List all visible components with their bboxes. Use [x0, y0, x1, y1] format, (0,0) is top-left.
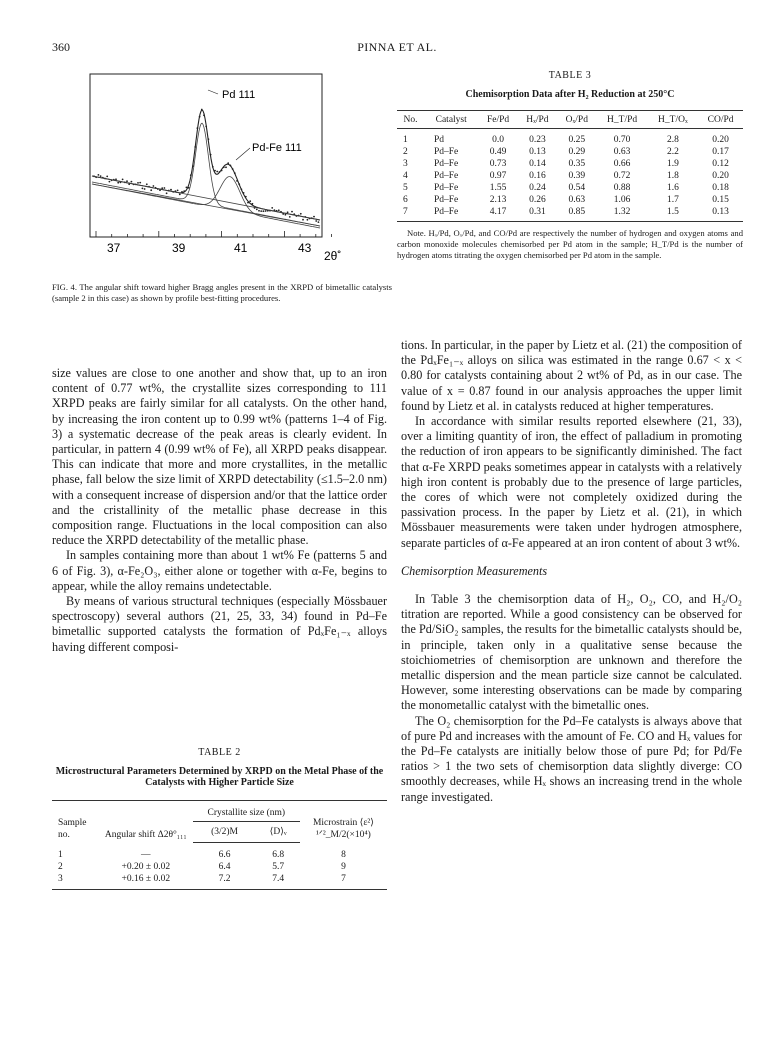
table-cell: 0.13 [529, 147, 546, 157]
data-point [307, 219, 309, 221]
table-cell: +0.16 ± 0.02 [99, 873, 193, 890]
data-point [302, 219, 304, 221]
table-cell: 0.25 [568, 135, 586, 145]
table-cell: 0.72 [613, 171, 631, 181]
table-cell: 1.06 [613, 195, 631, 205]
data-point [179, 194, 181, 196]
table-cell: Pd [433, 135, 445, 145]
data-point [278, 209, 280, 211]
table-cell: 5.7 [272, 862, 285, 872]
table-cell: 0.85 [557, 206, 596, 222]
col-header-sample: Sample no. [52, 801, 99, 843]
table-cell: 8 [341, 849, 346, 860]
left-column [52, 366, 387, 655]
peak-label-pd: Pd 111 [222, 89, 256, 101]
table-row [397, 194, 743, 206]
col-header-shift: Angular shift Δ2θ°₁₁₁ [99, 801, 193, 843]
table-cell: 1.7 [666, 195, 679, 205]
table-3-header-row [397, 111, 743, 129]
page-header [52, 40, 742, 56]
data-point [137, 182, 139, 184]
table-cell: 0.12 [712, 159, 729, 169]
table-2-grid [52, 800, 387, 890]
table-cell: +0.20 ± 0.02 [121, 862, 171, 872]
table-cell: 1.6 [666, 183, 679, 193]
data-point [287, 211, 289, 213]
col-header: Oₓ/Pd [557, 111, 596, 129]
data-point [177, 190, 179, 192]
peak-label-pdfe: Pd-Fe 111 [252, 142, 302, 154]
table-cell: 0.16 [529, 171, 546, 181]
col-header-dv: ⟨D⟩ᵥ [256, 822, 299, 843]
table-cell: 0.26 [529, 195, 546, 205]
background-line-1 [92, 176, 320, 220]
table-cell: 1.9 [666, 159, 679, 169]
pd-111-component [92, 123, 320, 226]
table-cell: 0.73 [489, 159, 507, 169]
data-point [100, 175, 102, 177]
table-row [397, 206, 743, 222]
data-point [144, 188, 146, 190]
table-cell: 0.97 [489, 171, 507, 181]
col-header: Hₓ/Pd [518, 111, 557, 129]
table-row [397, 170, 743, 182]
data-point [106, 176, 108, 178]
col-header-crystallite: Crystallite size (nm) [193, 801, 300, 822]
table-cell: Pd–Fe [424, 206, 478, 222]
data-point [117, 182, 119, 184]
table-cell: Pd–Fe [433, 195, 459, 205]
table-cell: 0.88 [613, 183, 631, 193]
table-cell: 7 [300, 873, 387, 890]
table-cell: 0.0 [492, 135, 504, 145]
table-3-title: TABLE 3 [548, 70, 592, 81]
table-cell: 0.66 [613, 159, 631, 169]
table-cell: 0.29 [568, 147, 586, 157]
section-heading: Chemisorption Measurements [401, 563, 548, 578]
x-axis-ticks [96, 231, 332, 237]
paragraph: In Table 3 the chemisorption data of H₂, O₂, CO, and H₂/O₂ titration are reported. While a good consistency can be observed for the Pd/SiO₂ samples, the results for the bimetallic catalysts should be, in principle, taken only in a qualitative sense because the stoichiometries of chemisorption are unknown and therefore the metallic dispersion and the mean particle size cannot be calculated. However, some interesting observations can be made by comparing the monometallic catalyst with the bimetallic ones. [401, 592, 742, 713]
paragraph: size values are close to one another and show that, up to an iron content of 0.77 wt%, the crystallite sizes corresponding to 111 XRPD peaks are fairly similar for all catalysts. On the other hand, by increasing the iron content up to 0.99 wt% (patterns 1–4 of Fig. 3) a systematic decrease of the peak areas is clearly evident. In particular, in pattern 4 (0.99 wt% of Fe), all XRPD peaks disappear. This can indicate that more and more crystallites, in the metallic phase, fall below the size limit of XRPD detectability (≤1.5–2.0 nm) with a consequent increase of dispersion and/or that the lattice order and the cristallinity of the metallic phase decrease in this composition range. Fluctuations in the local composition can also reduce the XRPD detectability of the metallic phase. [52, 366, 387, 548]
table-cell: 6.4 [218, 862, 231, 872]
table-cell: 0.20 [712, 135, 729, 145]
data-point [142, 188, 144, 190]
data-point [271, 207, 273, 209]
table-cell: 4 [403, 171, 408, 181]
table-row [397, 129, 743, 147]
table-cell: 0.54 [568, 183, 586, 193]
table-cell: 5 [403, 183, 408, 193]
table-cell: 9 [341, 862, 346, 872]
table-cell: 0.18 [712, 183, 729, 193]
data-point [265, 210, 267, 212]
table-3-grid [397, 110, 743, 222]
data-point [260, 210, 262, 212]
data-point [300, 213, 302, 215]
table-cell: Pd–Fe [433, 147, 459, 157]
data-point [150, 189, 152, 191]
table-row [397, 182, 743, 194]
x-tick-37: 37 [107, 241, 121, 255]
x-axis-label: 2θ˚ [324, 249, 342, 263]
x-tick-41: 41 [234, 241, 248, 255]
data-point [146, 183, 148, 185]
table-cell: 2.2 [666, 147, 679, 157]
pdfe-111-component [92, 177, 320, 228]
data-point [315, 220, 317, 222]
data-point [122, 179, 124, 181]
table-cell: 1 [58, 849, 63, 860]
table-cell: 2 [403, 147, 408, 157]
table-cell: 0.20 [712, 171, 729, 181]
table-2-title: TABLE 2 [198, 747, 241, 758]
table-cell: 0.24 [529, 183, 546, 193]
data-point [249, 200, 251, 202]
running-title: PINNA ET AL. [357, 40, 437, 54]
table-cell: 7 [397, 206, 424, 222]
data-point [153, 185, 155, 187]
table-row [397, 146, 743, 158]
page-number: 360 [52, 40, 70, 54]
data-point [313, 216, 315, 218]
table-row [397, 158, 743, 170]
data-point [256, 209, 258, 211]
table-cell: 0.39 [568, 171, 586, 181]
table-cell: 1 [403, 135, 408, 145]
figure-caption: FIG. 4. The angular shift toward higher Bragg angles present in the XRPD of bimetallic catalysts (sample 2 in this case) as shown by profile best-fitting procedures. [52, 282, 392, 303]
col-header: CO/Pd [698, 111, 743, 129]
table-cell: 0.63 [613, 147, 631, 157]
data-point [285, 214, 287, 216]
col-header: H_T/Oₓ [648, 111, 698, 129]
data-point [216, 171, 218, 173]
x-tick-43: 43 [298, 241, 312, 255]
table-row [52, 843, 387, 862]
right-column [401, 338, 742, 805]
table-cell: Pd–Fe [433, 159, 459, 169]
table-3 [397, 70, 743, 261]
table-cell: 6.8 [272, 850, 285, 860]
col-header: H_T/Pd [597, 111, 648, 129]
data-point [164, 187, 166, 189]
table-cell: 1.8 [666, 171, 679, 181]
table-2 [52, 747, 387, 890]
table-cell: 6.6 [218, 850, 231, 860]
background-line-2 [92, 184, 320, 226]
table-cell: 0.35 [568, 159, 586, 169]
table-row [52, 873, 387, 890]
table-3-note: Note. Hₓ/Pd, Oₓ/Pd, and CO/Pd are respectively the number of hydrogen and oxygen atoms and carbon monoxide molecules chemisorbed per Pd atom in the sample; H_T/Pd is the number of hydrogen atoms titrating the oxygen chemisorbed per Pd atom in the sample. [397, 228, 743, 260]
data-point [166, 192, 168, 194]
table-cell: 0.70 [613, 135, 631, 145]
data-point [170, 189, 172, 191]
paragraph: The O₂ chemisorption for the Pd–Fe catalysts is always above that of pure Pd and increases with the amount of Fe. CO and Hₓ values for the Pd–Fe catalysts are initially below those of pure Pd; for Pd/Fe ratios > 1 the two sets of chemisorption data slightly diverge: CO smoothly decreases, while Hₓ shows an increasing trend in the whole range investigated. [401, 713, 742, 804]
data-point [161, 187, 163, 189]
table-cell: 0.49 [489, 147, 507, 157]
table-row [52, 861, 387, 873]
data-point [318, 221, 320, 223]
data-point [263, 210, 265, 212]
table-cell: 0.13 [698, 206, 743, 222]
col-header: Catalyst [424, 111, 478, 129]
table-3-caption: Chemisorption Data after H₂ Reduction at 250°C [465, 89, 675, 100]
col-header: No. [397, 111, 424, 129]
table-cell: 6 [403, 195, 408, 205]
col-header-microstrain: Microstrain ⟨ε²⟩¹ᐟ²_M/2(×10⁴) [300, 801, 387, 843]
data-point [258, 210, 260, 212]
table-cell: Pd–Fe [433, 171, 459, 181]
x-tick-39: 39 [172, 241, 186, 255]
table-cell: 1.32 [597, 206, 648, 222]
data-point [126, 180, 128, 182]
table-cell: 2 [58, 862, 63, 872]
paragraph: In samples containing more than about 1 wt% Fe (patterns 5 and 6 of Fig. 3), α-Fe₂O₃, either alone or together with α-Fe, begins to appear, while the alloy remains undetectable. [52, 548, 387, 593]
data-point [289, 216, 291, 218]
paragraph: tions. In particular, in the paper by Lietz et al. (21) the composition of the PdₓFe₁₋ₓ alloys on silica was estimated in the range 0.67 < x < 0.80 for catalysts containing about 2 wt% of Pd, as in our case. The value of x = 0.87 found in our analysis approaches the upper limit found by Lietz et al. in catalysts reduced at higher temperatures. [401, 338, 742, 413]
table-cell: 7.4 [256, 873, 299, 890]
table-cell: 3 [403, 159, 408, 169]
table-cell: 0.14 [529, 159, 546, 169]
table-cell: 0.23 [529, 135, 546, 145]
table-cell: 2.8 [666, 135, 679, 145]
table-cell: 2.13 [489, 195, 507, 205]
table-cell: 1.5 [648, 206, 698, 222]
fit-envelope [92, 110, 320, 220]
table-2-caption: Microstructural Parameters Determined by XRPD on the Metal Phase of the Catalysts with Higher Particle Size [55, 766, 384, 788]
table-cell: 0.63 [568, 195, 586, 205]
table-cell: 0.17 [712, 147, 729, 157]
data-point [139, 182, 141, 184]
table-cell: 0.15 [712, 195, 729, 205]
table-cell: 0.31 [518, 206, 557, 222]
table-cell: — [141, 849, 151, 860]
table-cell: 4.17 [478, 206, 517, 222]
table-cell: Pd–Fe [433, 183, 459, 193]
col-header: Fe/Pd [478, 111, 517, 129]
paragraph: By means of various structural techniques (especially Mössbauer spectroscopy) several authors (21, 25, 33, 34) found in Pd–Fe bimetallic supported catalysts the formation of PdₓFe₁₋ₓ alloys having different composi- [52, 594, 387, 654]
table-cell: 3 [52, 873, 99, 890]
data-point [98, 174, 100, 176]
xrpd-profile-plot [52, 64, 392, 276]
data-point [131, 181, 133, 183]
data-point [291, 211, 293, 213]
data-point [225, 166, 227, 168]
paragraph: In accordance with similar results reported elsewhere (21, 33), over a limiting quantity of iron, the effect of palladium in promoting the reduction of iron appears to be significantly diminished. The fact that α-Fe XRPD peaks sometimes appear in catalysts with a relatively high iron content is probably due to the presence of large particles, the cores of which were not completely oxidized during the passivation process. In the paper by Lietz et al. (21), in which Mössbauer measurements were taken under hydrogen atmosphere, separate particles of α-Fe appeared at an iron content of about 3 wt%. [401, 414, 742, 550]
data-point [109, 181, 111, 183]
col-header-m: (3/2)M [193, 822, 257, 843]
table-cell: 7.2 [193, 873, 257, 890]
table-cell: 1.55 [489, 183, 507, 193]
